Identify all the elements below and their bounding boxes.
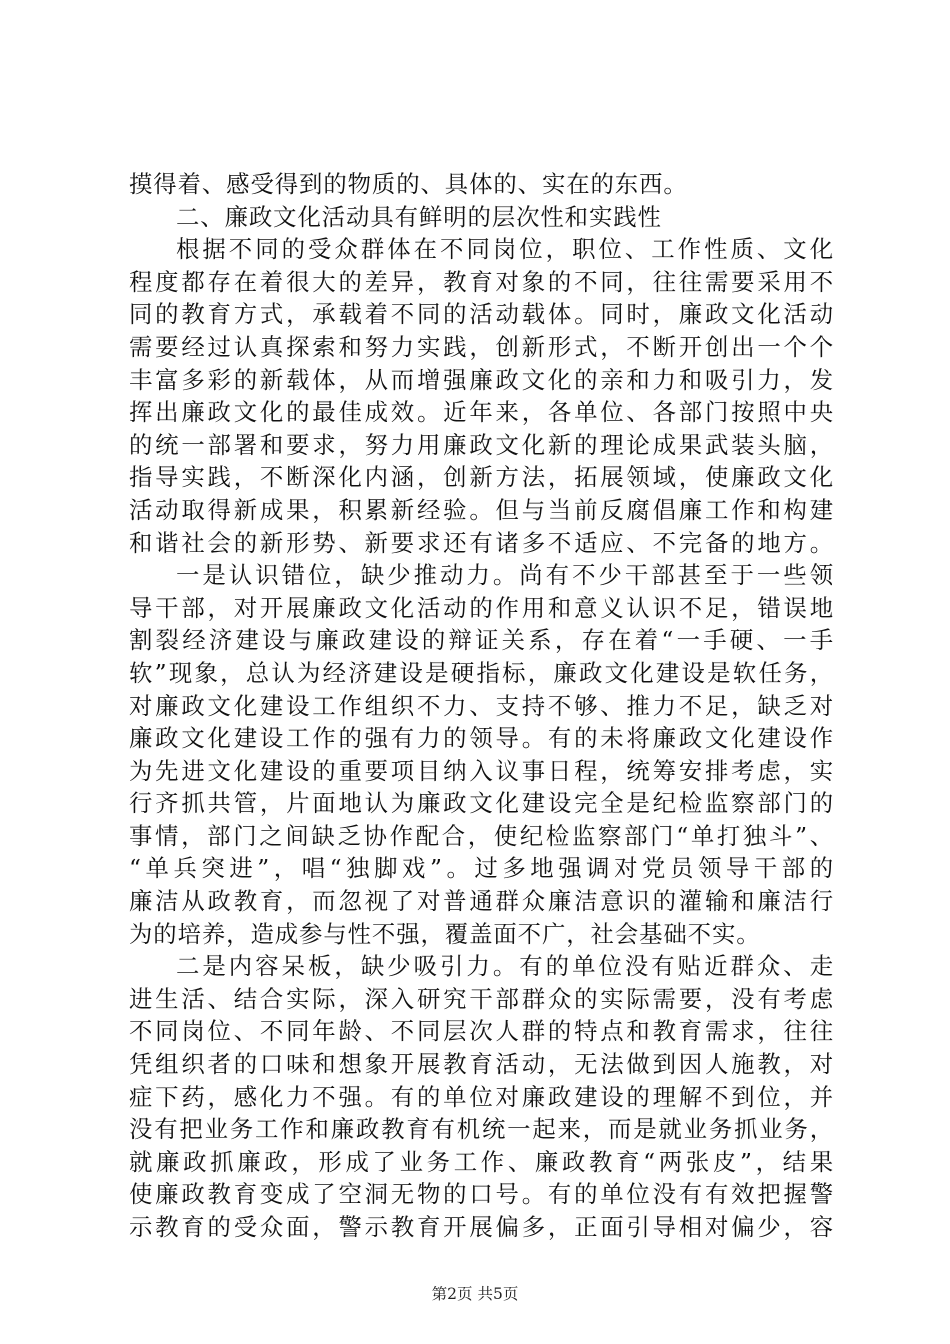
text-line: 活动取得新成果，积累新经验。但与当前反腐倡廉工作和构建 (129, 495, 834, 524)
text-line: 同的教育方式，承载着不同的活动载体。同时，廉政文化活动 (129, 300, 834, 329)
text-line: 不同岗位、不同年龄、不同层次人群的特点和教育需求，往往 (129, 1017, 834, 1046)
text-line: 一是认识错位，缺少推动力。尚有不少干部甚至于一些领 (176, 561, 834, 590)
text-line: 对廉政文化建设工作组织不力、支持不够、推力不足，缺乏对 (129, 691, 834, 720)
text-line: 摸得着、感受得到的物质的、具体的、实在的东西。 (129, 170, 688, 198)
text-line: 割裂经济建设与廉政建设的辩证关系，存在着“一手硬、一手 (129, 626, 834, 655)
text-line: 进生活、结合实际，深入研究干部群众的实际需要，没有考虑 (129, 984, 834, 1013)
text-line: “单兵突进”，唱“独脚戏”。过多地强调对党员领导干部的 (129, 854, 834, 883)
text-line: 事情，部门之间缺乏协作配合，使纪检监察部门“单打独斗”、 (129, 821, 834, 850)
text-line: 为先进文化建设的重要项目纳入议事日程，统筹安排考虑，实 (129, 756, 834, 785)
page-footer: 第2页 共5页 (431, 1285, 519, 1303)
text-line: 没有把业务工作和廉政教育有机统一起来，而是就业务抓业务， (129, 1115, 834, 1144)
text-line: 需要经过认真探索和努力实践，创新形式，不断开创出一个个 (129, 332, 834, 361)
text-line: 程度都存在着很大的差异，教育对象的不同，往往需要采用不 (129, 267, 834, 296)
text-line: 的统一部署和要求，努力用廉政文化新的理论成果武装头脑， (129, 430, 834, 459)
text-line: 丰富多彩的新载体，从而增强廉政文化的亲和力和吸引力，发 (129, 365, 834, 394)
text-line: 二、廉政文化活动具有鲜明的层次性和实践性 (176, 202, 662, 231)
text-line: 症下药，感化力不强。有的单位对廉政建设的理解不到位，并 (129, 1082, 834, 1111)
text-line: 廉洁从政教育，而忽视了对普通群众廉洁意识的灌输和廉洁行 (129, 887, 834, 916)
text-line: 和谐社会的新形势、新要求还有诸多不适应、不完备的地方。 (129, 528, 834, 557)
text-line: 二是内容呆板，缺少吸引力。有的单位没有贴近群众、走 (176, 952, 834, 981)
text-line: 指导实践，不断深化内涵，创新方法，拓展领域，使廉政文化 (129, 463, 834, 492)
document-body (129, 168, 834, 1244)
text-line: 行齐抓共管，片面地认为廉政文化建设完全是纪检监察部门的 (129, 789, 834, 818)
text-line: 根据不同的受众群体在不同岗位，职位、工作性质、文化 (176, 235, 834, 264)
text-line: 使廉政教育变成了空洞无物的口号。有的单位没有有效把握警 (129, 1180, 834, 1209)
text-line: 导干部，对开展廉政文化活动的作用和意义认识不足，错误地 (129, 593, 834, 622)
text-line: 就廉政抓廉政，形成了业务工作、廉政教育“两张皮”，结果 (129, 1147, 834, 1176)
text-line: 挥出廉政文化的最佳成效。近年来，各单位、各部门按照中央 (129, 398, 834, 427)
text-line: 为的培养，造成参与性不强，覆盖面不广，社会基础不实。 (129, 919, 761, 948)
text-line: 示教育的受众面，警示教育开展偏多，正面引导相对偏少，容 (129, 1213, 834, 1241)
text-line: 廉政文化建设工作的强有力的领导。有的未将廉政文化建设作 (129, 724, 834, 753)
text-line: 软”现象，总认为经济建设是硬指标，廉政文化建设是软任务， (129, 658, 834, 687)
text-line: 凭组织者的口味和想象开展教育活动，无法做到因人施教，对 (129, 1050, 834, 1079)
